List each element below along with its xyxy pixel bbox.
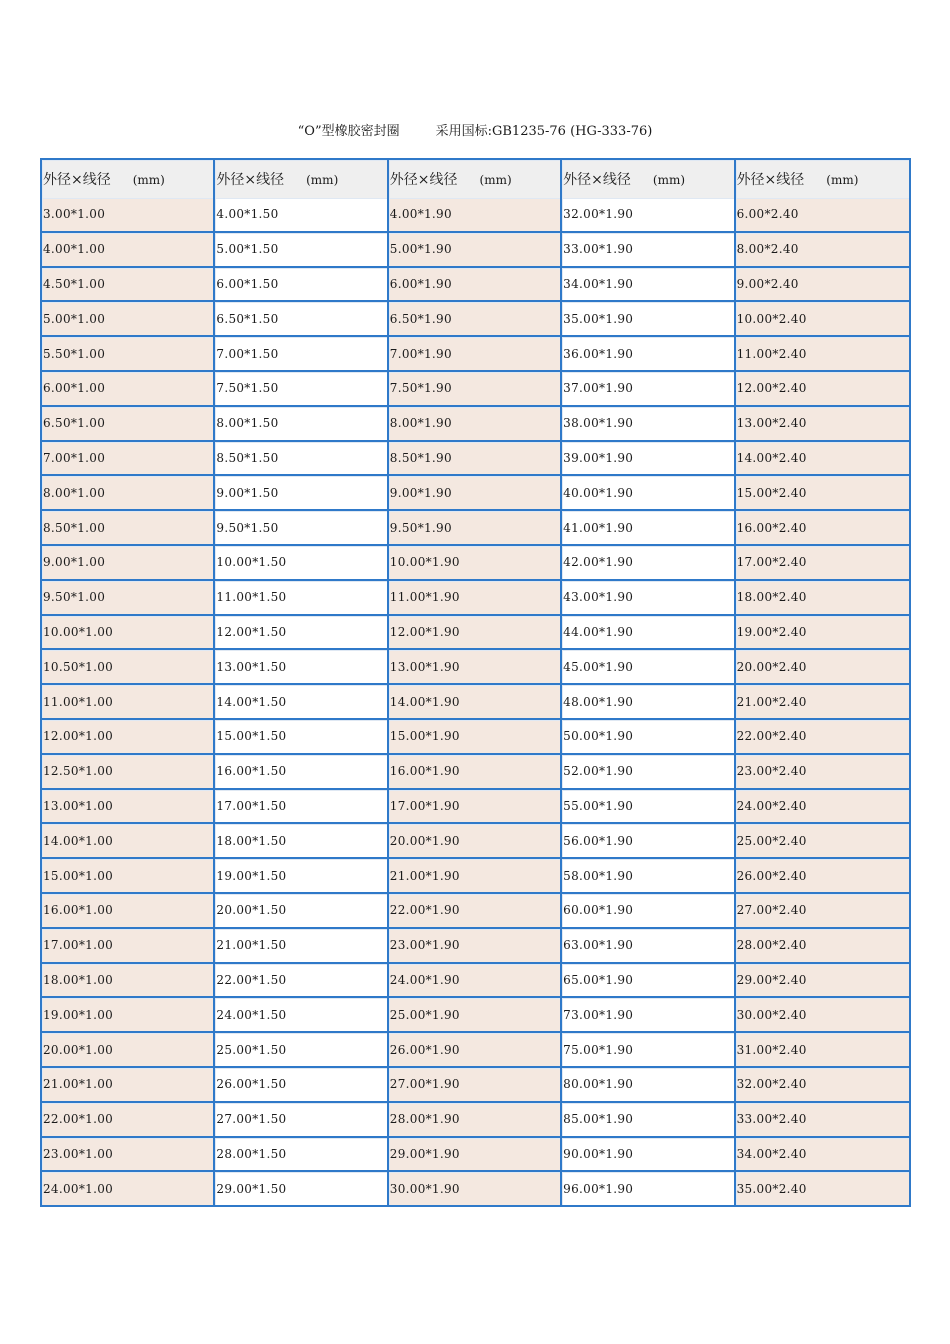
table-cell: 20.00*1.50 <box>215 894 388 929</box>
table-cell: 29.00*1.50 <box>215 1172 388 1205</box>
table-row <box>42 302 909 337</box>
table-cell: 22.00*2.40 <box>736 720 909 755</box>
table-cell: 11.00*1.50 <box>215 581 388 616</box>
table-row <box>42 581 909 616</box>
table-cell: 6.00*1.50 <box>215 268 388 303</box>
table-row <box>42 1172 909 1205</box>
title-main: “O”型橡胶密封圈 <box>297 124 400 139</box>
header-row <box>42 160 909 198</box>
table-cell: 8.00*2.40 <box>736 233 909 268</box>
table-cell: 28.00*2.40 <box>736 929 909 964</box>
table-cell: 80.00*1.90 <box>562 1068 735 1103</box>
table-cell: 19.00*2.40 <box>736 616 909 651</box>
table-row <box>42 1138 909 1173</box>
column-header-label: 外径×线径 <box>389 172 458 188</box>
table-cell: 25.00*1.90 <box>389 998 562 1033</box>
table-cell: 48.00*1.90 <box>562 685 735 720</box>
table-cell: 26.00*1.90 <box>389 1033 562 1068</box>
page-title <box>0 120 950 139</box>
table-cell: 96.00*1.90 <box>562 1172 735 1205</box>
table-cell: 32.00*2.40 <box>736 1068 909 1103</box>
table-cell: 9.50*1.90 <box>389 511 562 546</box>
table-cell: 5.00*1.00 <box>42 302 215 337</box>
table-cell: 8.00*1.50 <box>215 407 388 442</box>
table-cell: 18.00*1.50 <box>215 824 388 859</box>
column-header-unit: (mm) <box>652 173 686 187</box>
table-row <box>42 1068 909 1103</box>
table-row <box>42 998 909 1033</box>
table-cell: 16.00*1.90 <box>389 755 562 790</box>
table-cell: 12.00*2.40 <box>736 372 909 407</box>
table-cell: 27.00*2.40 <box>736 894 909 929</box>
table-cell: 6.50*1.50 <box>215 302 388 337</box>
column-header-4 <box>562 160 735 198</box>
table-row <box>42 929 909 964</box>
table-cell: 25.00*1.50 <box>215 1033 388 1068</box>
table-cell: 7.00*1.90 <box>389 337 562 372</box>
table-cell: 9.00*1.90 <box>389 476 562 511</box>
table-cell: 43.00*1.90 <box>562 581 735 616</box>
table-cell: 31.00*2.40 <box>736 1033 909 1068</box>
table-cell: 27.00*1.50 <box>215 1103 388 1138</box>
table-cell: 14.00*1.00 <box>42 824 215 859</box>
table-cell: 15.00*1.00 <box>42 859 215 894</box>
table-cell: 34.00*1.90 <box>562 268 735 303</box>
table-cell: 23.00*1.00 <box>42 1138 215 1173</box>
table-cell: 8.50*1.90 <box>389 442 562 477</box>
table-cell: 7.50*1.50 <box>215 372 388 407</box>
column-header-3 <box>389 160 562 198</box>
table-cell: 6.00*1.00 <box>42 372 215 407</box>
table-cell: 15.00*2.40 <box>736 476 909 511</box>
table-cell: 45.00*1.90 <box>562 650 735 685</box>
table-cell: 22.00*1.90 <box>389 894 562 929</box>
table-cell: 20.00*2.40 <box>736 650 909 685</box>
table-cell: 56.00*1.90 <box>562 824 735 859</box>
table-cell: 55.00*1.90 <box>562 790 735 825</box>
table-cell: 23.00*1.90 <box>389 929 562 964</box>
table-cell: 24.00*1.00 <box>42 1172 215 1205</box>
column-header-label: 外径×线径 <box>216 172 285 188</box>
table-row <box>42 1103 909 1138</box>
table-cell: 44.00*1.90 <box>562 616 735 651</box>
table-row <box>42 268 909 303</box>
table-cell: 10.50*1.00 <box>42 650 215 685</box>
table-row <box>42 824 909 859</box>
table-row <box>42 198 909 233</box>
table-cell: 6.50*1.90 <box>389 302 562 337</box>
table-cell: 10.00*1.50 <box>215 546 388 581</box>
table-row <box>42 894 909 929</box>
table-cell: 6.00*2.40 <box>736 198 909 233</box>
table-cell: 10.00*2.40 <box>736 302 909 337</box>
table-row <box>42 755 909 790</box>
table-cell: 75.00*1.90 <box>562 1033 735 1068</box>
table-cell: 58.00*1.90 <box>562 859 735 894</box>
table-cell: 11.00*1.90 <box>389 581 562 616</box>
table-cell: 4.00*1.50 <box>215 198 388 233</box>
table-cell: 6.50*1.00 <box>42 407 215 442</box>
table-cell: 17.00*1.50 <box>215 790 388 825</box>
table-cell: 12.00*1.90 <box>389 616 562 651</box>
table-cell: 9.00*1.00 <box>42 546 215 581</box>
table-row <box>42 546 909 581</box>
table-cell: 22.00*1.50 <box>215 964 388 999</box>
table-cell: 16.00*2.40 <box>736 511 909 546</box>
table-cell: 60.00*1.90 <box>562 894 735 929</box>
column-header-5 <box>736 160 909 198</box>
table-cell: 18.00*2.40 <box>736 581 909 616</box>
table-row <box>42 859 909 894</box>
table-row <box>42 372 909 407</box>
table-cell: 21.00*1.00 <box>42 1068 215 1103</box>
table-row <box>42 442 909 477</box>
table-cell: 3.00*1.00 <box>42 198 215 233</box>
table-body <box>42 198 909 1205</box>
table-cell: 17.00*1.90 <box>389 790 562 825</box>
table-cell: 5.00*1.90 <box>389 233 562 268</box>
table-cell: 8.50*1.50 <box>215 442 388 477</box>
table-row <box>42 964 909 999</box>
table-cell: 41.00*1.90 <box>562 511 735 546</box>
table-cell: 38.00*1.90 <box>562 407 735 442</box>
table-cell: 9.50*1.00 <box>42 581 215 616</box>
table-cell: 20.00*1.00 <box>42 1033 215 1068</box>
table-row <box>42 476 909 511</box>
table-cell: 4.00*1.00 <box>42 233 215 268</box>
column-header-label: 外径×线径 <box>736 172 805 188</box>
table-cell: 15.00*1.50 <box>215 720 388 755</box>
table-cell: 37.00*1.90 <box>562 372 735 407</box>
table-row <box>42 407 909 442</box>
table-cell: 35.00*1.90 <box>562 302 735 337</box>
table-cell: 4.50*1.00 <box>42 268 215 303</box>
table-cell: 35.00*2.40 <box>736 1172 909 1205</box>
table-row <box>42 233 909 268</box>
column-header-1 <box>42 160 215 198</box>
table-cell: 9.00*1.50 <box>215 476 388 511</box>
table-cell: 10.00*1.00 <box>42 616 215 651</box>
table-cell: 63.00*1.90 <box>562 929 735 964</box>
table-cell: 20.00*1.90 <box>389 824 562 859</box>
table-cell: 21.00*2.40 <box>736 685 909 720</box>
table-cell: 27.00*1.90 <box>389 1068 562 1103</box>
table-cell: 14.00*1.50 <box>215 685 388 720</box>
seal-size-table <box>40 158 911 1207</box>
table-cell: 9.50*1.50 <box>215 511 388 546</box>
table-cell: 8.50*1.00 <box>42 511 215 546</box>
table-cell: 21.00*1.90 <box>389 859 562 894</box>
title-standard: 采用国标:GB1235-76 (HG-333-76) <box>435 124 653 139</box>
table-cell: 14.00*1.90 <box>389 685 562 720</box>
table-cell: 24.00*1.50 <box>215 998 388 1033</box>
table-cell: 26.00*1.50 <box>215 1068 388 1103</box>
column-header-2 <box>215 160 388 198</box>
column-header-unit: (mm) <box>132 173 165 187</box>
table-cell: 16.00*1.00 <box>42 894 215 929</box>
table-cell: 30.00*2.40 <box>736 998 909 1033</box>
table-cell: 24.00*1.90 <box>389 964 562 999</box>
table-cell: 11.00*1.00 <box>42 685 215 720</box>
table-cell: 28.00*1.90 <box>389 1103 562 1138</box>
table-cell: 19.00*1.00 <box>42 998 215 1033</box>
table-cell: 4.00*1.90 <box>389 198 562 233</box>
table-cell: 14.00*2.40 <box>736 442 909 477</box>
table-cell: 40.00*1.90 <box>562 476 735 511</box>
table-cell: 90.00*1.90 <box>562 1138 735 1173</box>
table-cell: 13.00*1.50 <box>215 650 388 685</box>
table-cell: 12.00*1.50 <box>215 616 388 651</box>
table-cell: 17.00*1.00 <box>42 929 215 964</box>
table-cell: 7.00*1.50 <box>215 337 388 372</box>
table-cell: 13.00*1.00 <box>42 790 215 825</box>
table-cell: 26.00*2.40 <box>736 859 909 894</box>
table-cell: 29.00*1.90 <box>389 1138 562 1173</box>
table-cell: 30.00*1.90 <box>389 1172 562 1205</box>
table-cell: 7.00*1.00 <box>42 442 215 477</box>
table-cell: 32.00*1.90 <box>562 198 735 233</box>
table-cell: 13.00*2.40 <box>736 407 909 442</box>
table-cell: 13.00*1.90 <box>389 650 562 685</box>
table-cell: 12.00*1.00 <box>42 720 215 755</box>
table-cell: 29.00*2.40 <box>736 964 909 999</box>
table-cell: 22.00*1.00 <box>42 1103 215 1138</box>
table-cell: 8.00*1.00 <box>42 476 215 511</box>
table-row <box>42 685 909 720</box>
table-cell: 39.00*1.90 <box>562 442 735 477</box>
table-cell: 25.00*2.40 <box>736 824 909 859</box>
table-cell: 36.00*1.90 <box>562 337 735 372</box>
table-cell: 7.50*1.90 <box>389 372 562 407</box>
table-cell: 33.00*2.40 <box>736 1103 909 1138</box>
table-row <box>42 790 909 825</box>
table-cell: 11.00*2.40 <box>736 337 909 372</box>
table-cell: 73.00*1.90 <box>562 998 735 1033</box>
table-row <box>42 650 909 685</box>
table-row <box>42 337 909 372</box>
table-cell: 17.00*2.40 <box>736 546 909 581</box>
table-cell: 28.00*1.50 <box>215 1138 388 1173</box>
table-cell: 5.50*1.00 <box>42 337 215 372</box>
table-cell: 52.00*1.90 <box>562 755 735 790</box>
table-cell: 85.00*1.90 <box>562 1103 735 1138</box>
table-cell: 65.00*1.90 <box>562 964 735 999</box>
table-cell: 33.00*1.90 <box>562 233 735 268</box>
table-cell: 12.50*1.00 <box>42 755 215 790</box>
column-header-unit: (mm) <box>826 173 859 187</box>
table-cell: 6.00*1.90 <box>389 268 562 303</box>
table-cell: 42.00*1.90 <box>562 546 735 581</box>
table-cell: 9.00*2.40 <box>736 268 909 303</box>
table-cell: 24.00*2.40 <box>736 790 909 825</box>
table-cell: 23.00*2.40 <box>736 755 909 790</box>
table-cell: 10.00*1.90 <box>389 546 562 581</box>
column-header-unit: (mm) <box>306 173 339 187</box>
column-header-label: 外径×线径 <box>43 172 111 188</box>
table-row <box>42 1033 909 1068</box>
table-cell: 15.00*1.90 <box>389 720 562 755</box>
table-row <box>42 511 909 546</box>
table-row <box>42 616 909 651</box>
column-header-label: 外径×线径 <box>563 172 631 188</box>
table-cell: 8.00*1.90 <box>389 407 562 442</box>
table-cell: 34.00*2.40 <box>736 1138 909 1173</box>
table-row <box>42 720 909 755</box>
table-cell: 16.00*1.50 <box>215 755 388 790</box>
table-cell: 50.00*1.90 <box>562 720 735 755</box>
table-cell: 5.00*1.50 <box>215 233 388 268</box>
table-cell: 18.00*1.00 <box>42 964 215 999</box>
table-cell: 21.00*1.50 <box>215 929 388 964</box>
table-cell: 19.00*1.50 <box>215 859 388 894</box>
column-header-unit: (mm) <box>479 173 512 187</box>
